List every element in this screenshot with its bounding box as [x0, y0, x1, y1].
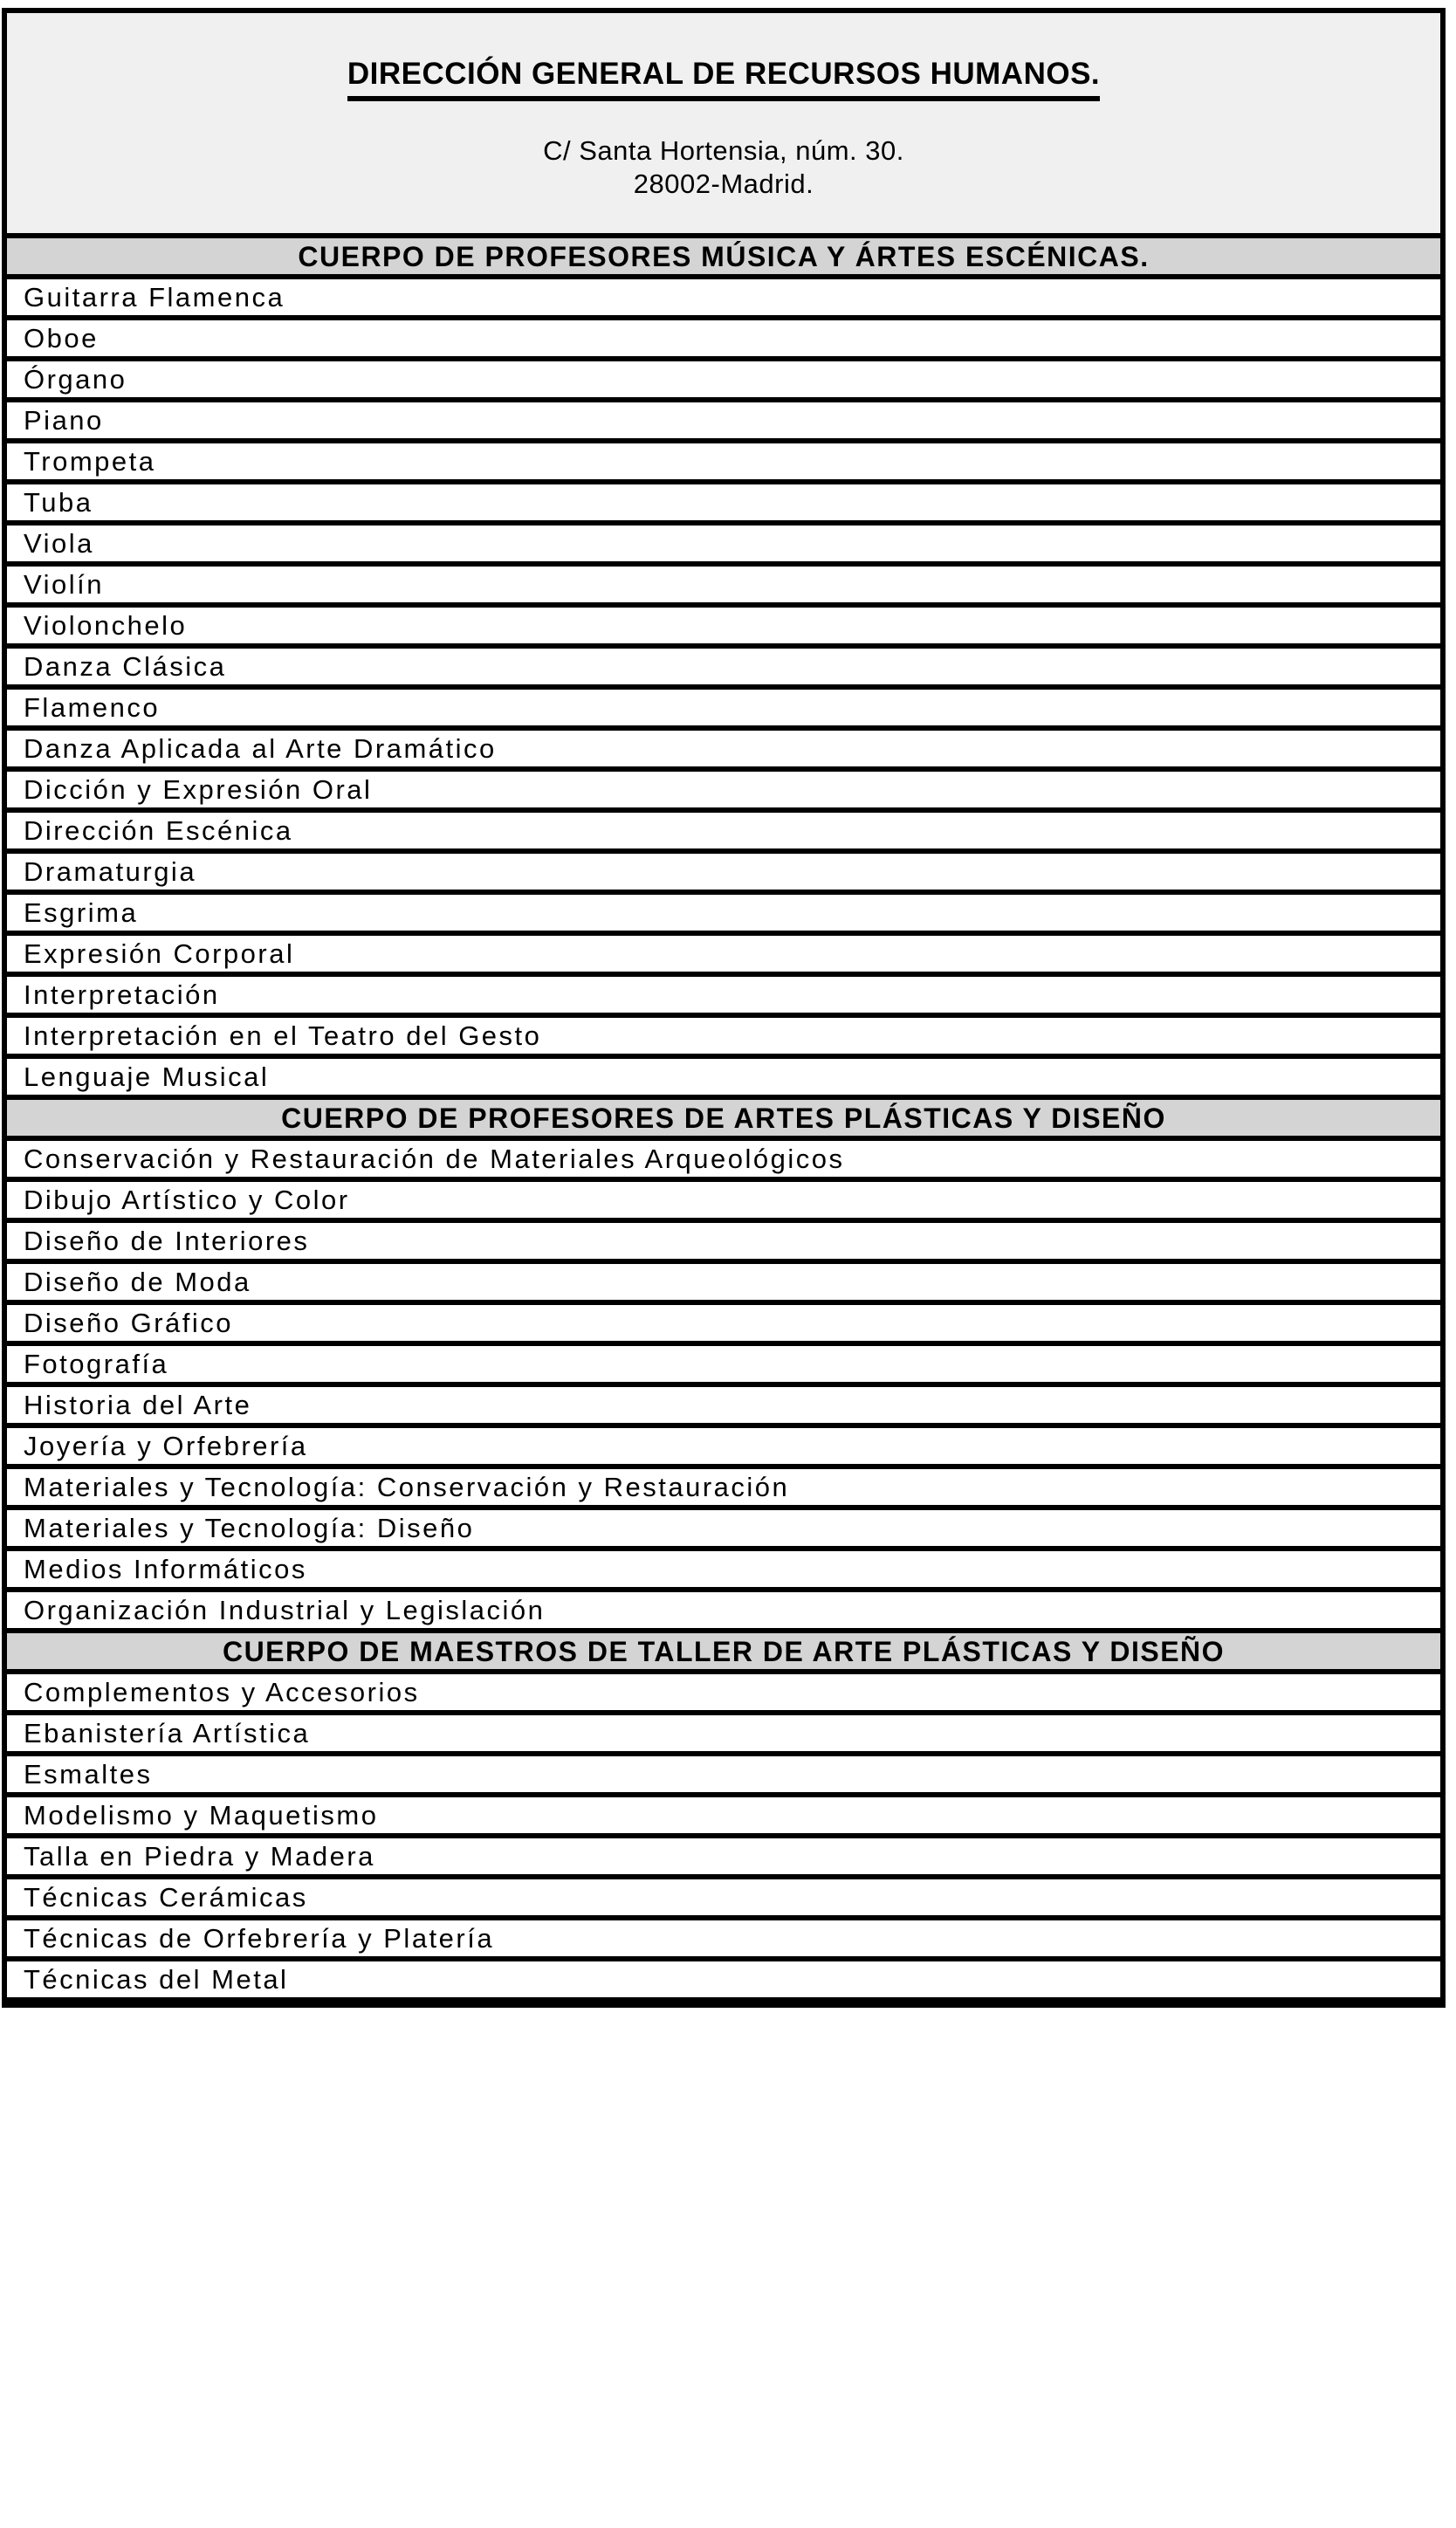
table-row: Dicción y Expresión Oral — [7, 772, 1440, 813]
table-row: Diseño Gráfico — [7, 1305, 1440, 1346]
table-row: Medios Informáticos — [7, 1551, 1440, 1592]
table-row: Joyería y Orfebrería — [7, 1428, 1440, 1469]
table-row: Organización Industrial y Legislación — [7, 1592, 1440, 1633]
table-row: Esgrima — [7, 895, 1440, 936]
table-row: Historia del Arte — [7, 1387, 1440, 1428]
table-row: Danza Aplicada al Arte Dramático — [7, 731, 1440, 772]
table-row: Ebanistería Artística — [7, 1715, 1440, 1756]
table-row: Piano — [7, 402, 1440, 443]
table-row: Flamenco — [7, 690, 1440, 731]
table-row: Dibujo Artístico y Color — [7, 1182, 1440, 1223]
table-row: Dirección Escénica — [7, 813, 1440, 854]
document-header — [7, 13, 1440, 238]
table-row: Materiales y Tecnología: Diseño — [7, 1510, 1440, 1551]
table-row: Lenguaje Musical — [7, 1059, 1440, 1100]
table-row: Modelismo y Maquetismo — [7, 1797, 1440, 1838]
table-row: Interpretación — [7, 977, 1440, 1018]
sections-container — [7, 238, 1440, 2002]
table-row: Interpretación en el Teatro del Gesto — [7, 1018, 1440, 1059]
table-row: Violín — [7, 567, 1440, 608]
table-row: Técnicas Cerámicas — [7, 1879, 1440, 1920]
table-row: Técnicas de Orfebrería y Platería — [7, 1920, 1440, 1961]
table-row: Diseño de Interiores — [7, 1223, 1440, 1264]
table-row: Viola — [7, 526, 1440, 567]
table-row: Materiales y Tecnología: Conservación y Restauración — [7, 1469, 1440, 1510]
table-row: Violonchelo — [7, 608, 1440, 649]
document-title: DIRECCIÓN GENERAL DE RECURSOS HUMANOS. — [347, 57, 1100, 101]
section-header: CUERPO DE PROFESORES MÚSICA Y ÁRTES ESCÉNICAS. — [7, 238, 1440, 279]
table-row: Guitarra Flamenca — [7, 279, 1440, 320]
address-line-street: C/ Santa Hortensia, núm. 30. — [543, 135, 904, 166]
section-header: CUERPO DE PROFESORES DE ARTES PLÁSTICAS Y DISEÑO — [7, 1100, 1440, 1141]
table-row: Esmaltes — [7, 1756, 1440, 1797]
table-row: Órgano — [7, 361, 1440, 402]
table-row: Diseño de Moda — [7, 1264, 1440, 1305]
address-block — [7, 134, 1440, 201]
table-row: Técnicas del Metal — [7, 1961, 1440, 2002]
table-row: Conservación y Restauración de Materiales Arqueológicos — [7, 1141, 1440, 1182]
title-wrap — [7, 13, 1440, 101]
table-row: Talla en Piedra y Madera — [7, 1838, 1440, 1879]
address-line-city: 28002-Madrid. — [633, 168, 814, 199]
table-row: Danza Clásica — [7, 649, 1440, 690]
table-row: Dramaturgia — [7, 854, 1440, 895]
table-row: Fotografía — [7, 1346, 1440, 1387]
section-header: CUERPO DE MAESTROS DE TALLER DE ARTE PLÁSTICAS Y DISEÑO — [7, 1633, 1440, 1674]
table-row: Trompeta — [7, 443, 1440, 484]
table-row: Expresión Corporal — [7, 936, 1440, 977]
table-row: Oboe — [7, 320, 1440, 361]
document-table — [2, 8, 1446, 2008]
table-row: Tuba — [7, 484, 1440, 526]
table-row: Complementos y Accesorios — [7, 1674, 1440, 1715]
